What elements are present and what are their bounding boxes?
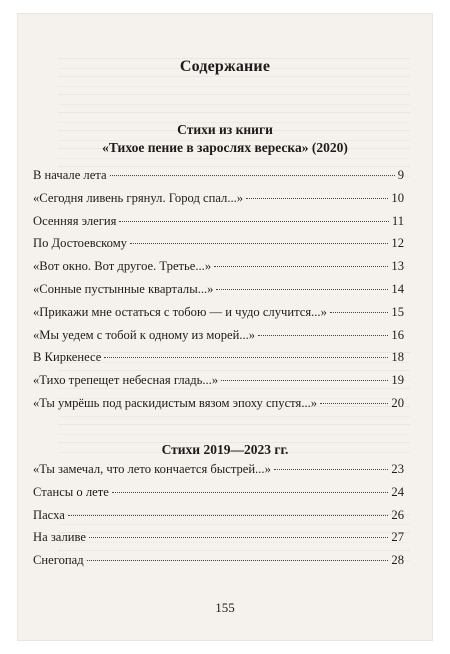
toc-entry-title: В Киркенесе: [33, 350, 102, 365]
toc-entry-title: «Ты умрёшь под раскидистым вязом эпоху спустя...»: [33, 395, 318, 410]
toc-entry-page: 14: [391, 281, 404, 296]
toc-entry-title: «Сегодня ливень грянул. Город спал...»: [33, 190, 244, 205]
toc-entry[interactable]: [33, 485, 404, 508]
section1-title: [18, 121, 432, 157]
section1-toc: [33, 168, 404, 419]
toc-entry-page: 11: [391, 213, 404, 228]
toc-entry-page: 26: [391, 507, 404, 522]
toc-entry-title: Стансы о лете: [33, 484, 109, 499]
toc-entry-page: 19: [391, 373, 404, 388]
section1-title-line2: «Тихое пение в зарослях вереска» (2020): [102, 140, 348, 155]
dot-leader: [104, 357, 388, 358]
toc-entry-title: Осенняя элегия: [33, 213, 117, 228]
toc-entry[interactable]: [33, 530, 404, 553]
toc-entry-title: «Ты замечал, что лето кончается быстрей...»: [33, 462, 271, 476]
toc-entry-title: Снегопад: [33, 553, 84, 568]
toc-entry-title: «Тихо трепещет небесная гладь...»: [33, 373, 219, 388]
toc-entry[interactable]: [33, 282, 404, 305]
toc-entry-page: 24: [391, 484, 404, 499]
toc-entry[interactable]: [33, 396, 404, 419]
dot-leader: [87, 560, 389, 561]
toc-entry[interactable]: [33, 462, 404, 485]
dot-leader: [119, 221, 388, 222]
section2-toc: [33, 462, 404, 576]
toc-entry[interactable]: [33, 259, 404, 282]
toc-entry-title: «Сонные пустынные кварталы...»: [33, 281, 214, 296]
dot-leader: [68, 515, 389, 516]
toc-entry-page: 16: [391, 327, 404, 342]
toc-entry-page: 15: [391, 304, 404, 319]
toc-entry-page: 10: [391, 190, 404, 205]
dot-leader: [112, 492, 389, 493]
toc-entry-title: На заливе: [33, 530, 86, 545]
dot-leader: [214, 266, 388, 267]
page-number: 155: [215, 600, 235, 615]
toc-entry-page: 13: [391, 259, 404, 274]
toc-entry[interactable]: [33, 214, 404, 237]
toc-entry-title: «Вот окно. Вот другое. Третье...»: [33, 259, 212, 274]
toc-entry-page: 20: [391, 395, 404, 410]
toc-entry-page: 27: [391, 530, 404, 545]
toc-entry[interactable]: [33, 168, 404, 191]
dot-leader: [330, 312, 389, 313]
toc-entry-page: 12: [391, 236, 404, 251]
toc-entry[interactable]: [33, 236, 404, 259]
toc-entry-page: 23: [391, 462, 404, 476]
section1-title-line1: Стихи из книги: [177, 122, 273, 137]
toc-entry[interactable]: [33, 328, 404, 351]
dot-leader: [130, 243, 388, 244]
dot-leader: [221, 380, 388, 381]
dot-leader: [246, 198, 388, 199]
toc-entry-title: По Достоевскому: [33, 236, 127, 251]
toc-entry-title: «Мы уедем с тобой к одному из морей...»: [33, 327, 256, 342]
dot-leader: [216, 289, 388, 290]
toc-entry-page: 18: [391, 350, 404, 365]
dot-leader: [258, 335, 388, 336]
toc-entry[interactable]: [33, 553, 404, 576]
toc-entry[interactable]: [33, 373, 404, 396]
toc-entry-page: 28: [391, 553, 404, 568]
dot-leader: [110, 175, 395, 176]
contents-title: Содержание: [179, 58, 271, 75]
toc-entry[interactable]: [33, 508, 404, 531]
toc-entry-title: В начале лета: [33, 168, 107, 182]
toc-entry-title: Пасха: [33, 507, 65, 522]
section2-title: Стихи 2019—2023 гг.: [161, 442, 289, 457]
dot-leader: [89, 537, 388, 538]
toc-entry[interactable]: [33, 305, 404, 328]
toc-entry-title: «Прикажи мне остаться с тобою — и чудо случится...»: [33, 304, 327, 319]
dot-leader: [320, 403, 388, 404]
toc-entry-page: 9: [397, 168, 404, 182]
book-page: [18, 14, 432, 640]
dot-leader: [274, 469, 389, 470]
toc-entry[interactable]: [33, 191, 404, 214]
toc-entry[interactable]: [33, 350, 404, 373]
